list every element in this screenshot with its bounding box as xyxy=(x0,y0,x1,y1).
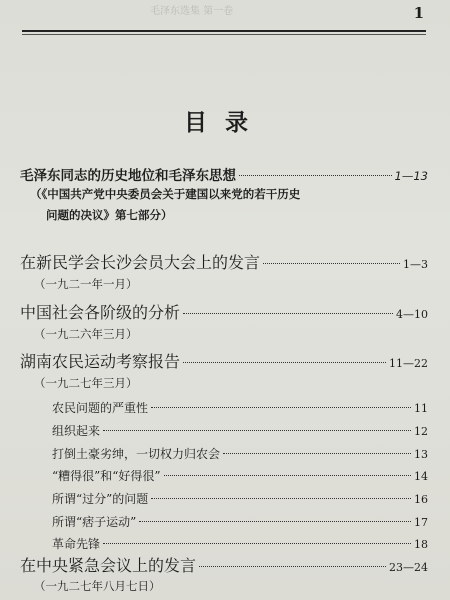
leader-dots xyxy=(199,566,386,567)
toc-entry-pages: 11 xyxy=(414,402,428,415)
running-header-bleed: 毛泽东选集 第一卷 xyxy=(150,6,234,17)
leader-dots xyxy=(239,175,392,176)
toc-entry-pages: 13 xyxy=(414,448,428,461)
toc-date: （一九二六年三月） xyxy=(34,327,138,341)
leader-dots xyxy=(151,498,411,499)
toc-entry xyxy=(20,553,428,576)
toc-entry-pages: 14 xyxy=(414,470,428,483)
toc-entry-pages: 18 xyxy=(414,538,428,551)
toc-note: 问题的决议》第七部分） xyxy=(46,208,173,222)
header-rule-thin xyxy=(22,34,426,35)
toc-subentry xyxy=(52,490,428,507)
toc-entry-pages: 16 xyxy=(414,493,428,506)
leader-dots xyxy=(139,521,411,522)
toc-entry-pages: 1—13 xyxy=(394,169,428,183)
leader-dots xyxy=(164,475,411,476)
toc-note: （《中国共产党中央委员会关于建国以来党的若干历史 xyxy=(30,187,301,201)
toc-entry xyxy=(20,300,428,323)
toc-subentry xyxy=(52,399,428,416)
toc-entry-pages: 12 xyxy=(414,425,428,438)
leader-dots xyxy=(183,362,386,363)
toc-date: （一九二一年一月） xyxy=(34,277,138,291)
toc-entry-title: 革命先锋 xyxy=(52,537,101,551)
leader-dots xyxy=(103,543,411,544)
toc-date: （一九二七年三月） xyxy=(34,376,138,390)
toc-date: （一九二七年八月七日） xyxy=(34,579,161,593)
toc-entry-title: 所谓“痞子运动” xyxy=(52,515,137,529)
toc-subentry xyxy=(52,422,428,439)
page-number: 1 xyxy=(413,4,424,22)
toc-entry-title: 在新民学会长沙会员大会上的发言 xyxy=(20,253,261,272)
header-rule xyxy=(22,30,426,32)
toc-subentry xyxy=(52,467,428,484)
toc-entry-title: 组织起来 xyxy=(52,424,101,438)
page-title: 目录 xyxy=(184,110,266,136)
toc-entry-title: 毛泽东同志的历史地位和毛泽东思想 xyxy=(20,168,236,184)
leader-dots xyxy=(151,407,411,408)
toc-entry xyxy=(20,164,428,184)
leader-dots xyxy=(223,453,411,454)
toc-entry-title: 农民问题的严重性 xyxy=(52,401,149,415)
toc-entry-title: 在中央紧急会议上的发言 xyxy=(20,556,197,575)
toc-entry-pages: 23—24 xyxy=(389,561,428,574)
toc-entry-title: “糟得很”和“好得很” xyxy=(52,469,161,483)
toc-entry-title: 打倒土豪劣绅，一切权力归农会 xyxy=(52,447,221,461)
toc-entry-pages: 11—22 xyxy=(389,357,428,370)
leader-dots xyxy=(183,313,393,314)
leader-dots xyxy=(263,263,400,264)
toc-entry xyxy=(20,250,428,273)
toc-subentry xyxy=(52,445,428,462)
toc-entry-title: 中国社会各阶级的分析 xyxy=(20,303,181,322)
toc-entry-title: 湖南农民运动考察报告 xyxy=(20,352,181,371)
toc-entry-pages: 1—3 xyxy=(403,258,428,271)
toc-entry-pages: 17 xyxy=(414,516,428,529)
toc-subentry xyxy=(52,513,428,530)
leader-dots xyxy=(103,430,411,431)
toc-entry xyxy=(20,349,428,372)
toc-entry-pages: 4—10 xyxy=(396,308,428,321)
toc-entry-title: 所谓“过分”的问题 xyxy=(52,492,149,506)
toc-subentry xyxy=(52,535,428,552)
